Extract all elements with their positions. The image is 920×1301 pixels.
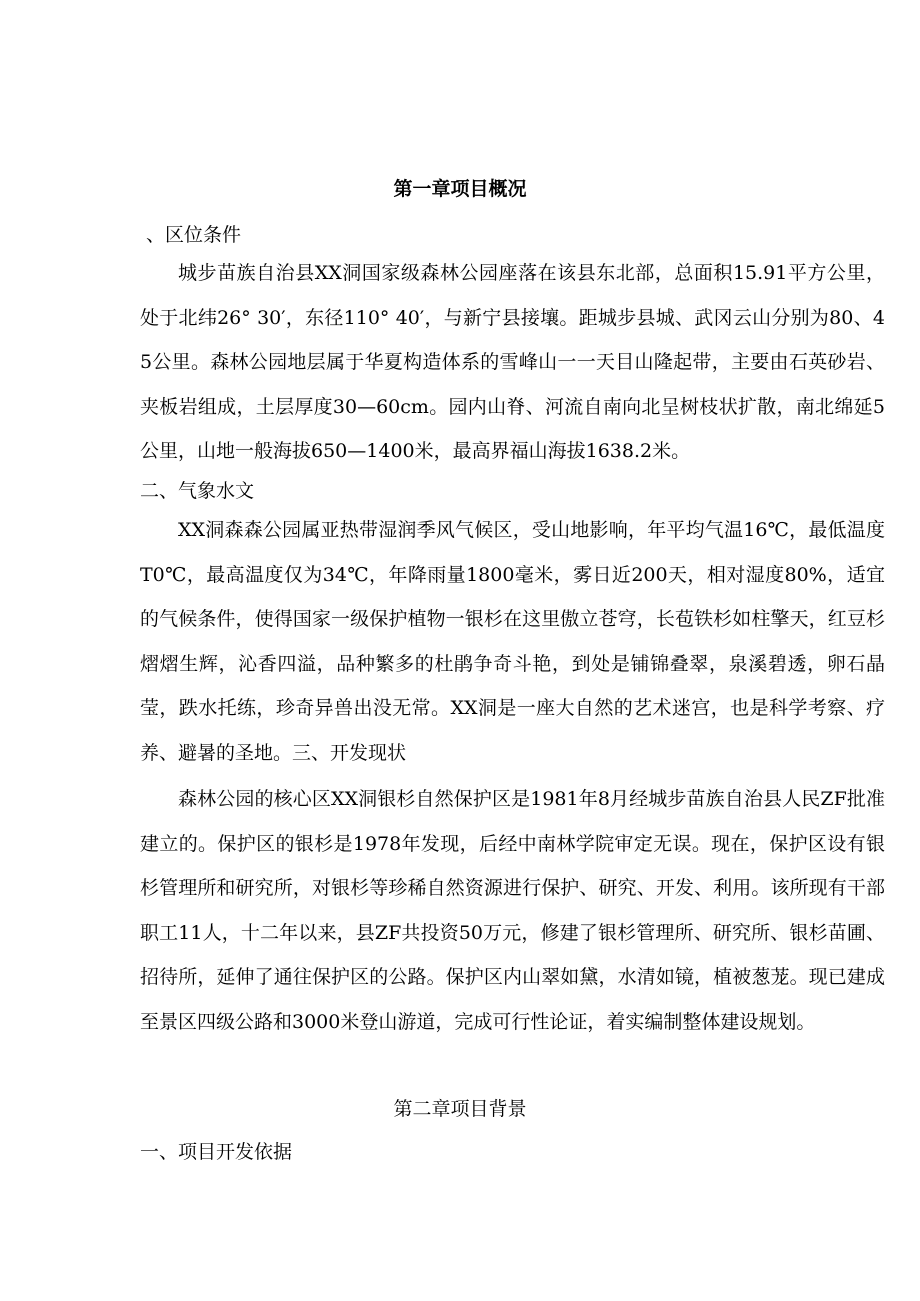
section-basis-heading: 一、项目开发依据 <box>140 1141 293 1163</box>
chapter-1-title: 第一章项目概况 <box>393 178 527 200</box>
section-climate-heading: 二、气象水文 <box>140 480 255 502</box>
chapter-2-title: 第二章项目背景 <box>393 1098 527 1120</box>
section-location-heading: 、区位条件 <box>146 224 242 246</box>
section-development-body: 森林公园的核心区XX洞银杉自然保护区是1981年8月经城步苗族自治县人民ZF批准建立的。保护区的银杉是1978年发现，后经中南林学院审定无误。现在，保护区设有银杉管理所和研究所，对银杉等珍稀自然资源进行保护、研究、开发、利用。该所现有干部职工11人，十二年以来，县ZF共投资50万元，修建了银杉管理所、研究所、银杉苗圃、招待所，延伸了通往保护区的公路。保护区内山翠如黛，水清如镜，植被葱茏。现已建成至景区四级公路和3000米登山游道，完成可行性论证，着实编制整体建设规划。 <box>140 788 885 1033</box>
section-climate-body: XX洞森森公园属亚热带湿润季风气候区，受山地影响，年平均气温16℃，最低温度T0℃，最高温度仅为34℃，年降雨量1800毫米，雾日近200天，相对湿度80%，适宜的气候条件，使得国家一级保护植物一银杉在这里傲立苍穹，长苞铁杉如柱擎天，红豆杉熠熠生辉，沁香四溢，品种繁多的杜鹃争奇斗艳，到处是铺锦叠翠，泉溪碧透，卵石晶莹，跌水托练，珍奇异兽出没无常。XX洞是一座大自然的艺术迷宫，也是科学考察、疗养、避暑的圣地。三、开发现状 <box>140 519 885 764</box>
section-location-body: 城步苗族自治县XX洞国家级森林公园座落在该县东北部，总面积15.91平方公里，处于北纬26° 30′，东径110° 40′，与新宁县接壤。距城步县城、武冈云山分别为80、45公里。森林公园地层属于华夏构造体系的雪峰山一一天目山隆起带，主要由石英砂岩、夹板岩组成，土层厚度30—60cm。园内山脊、河流自南向北呈树枝状扩散，南北绵延5公里，山地一般海拔650—1400米，最高界福山海拔1638.2米。 <box>140 262 885 462</box>
